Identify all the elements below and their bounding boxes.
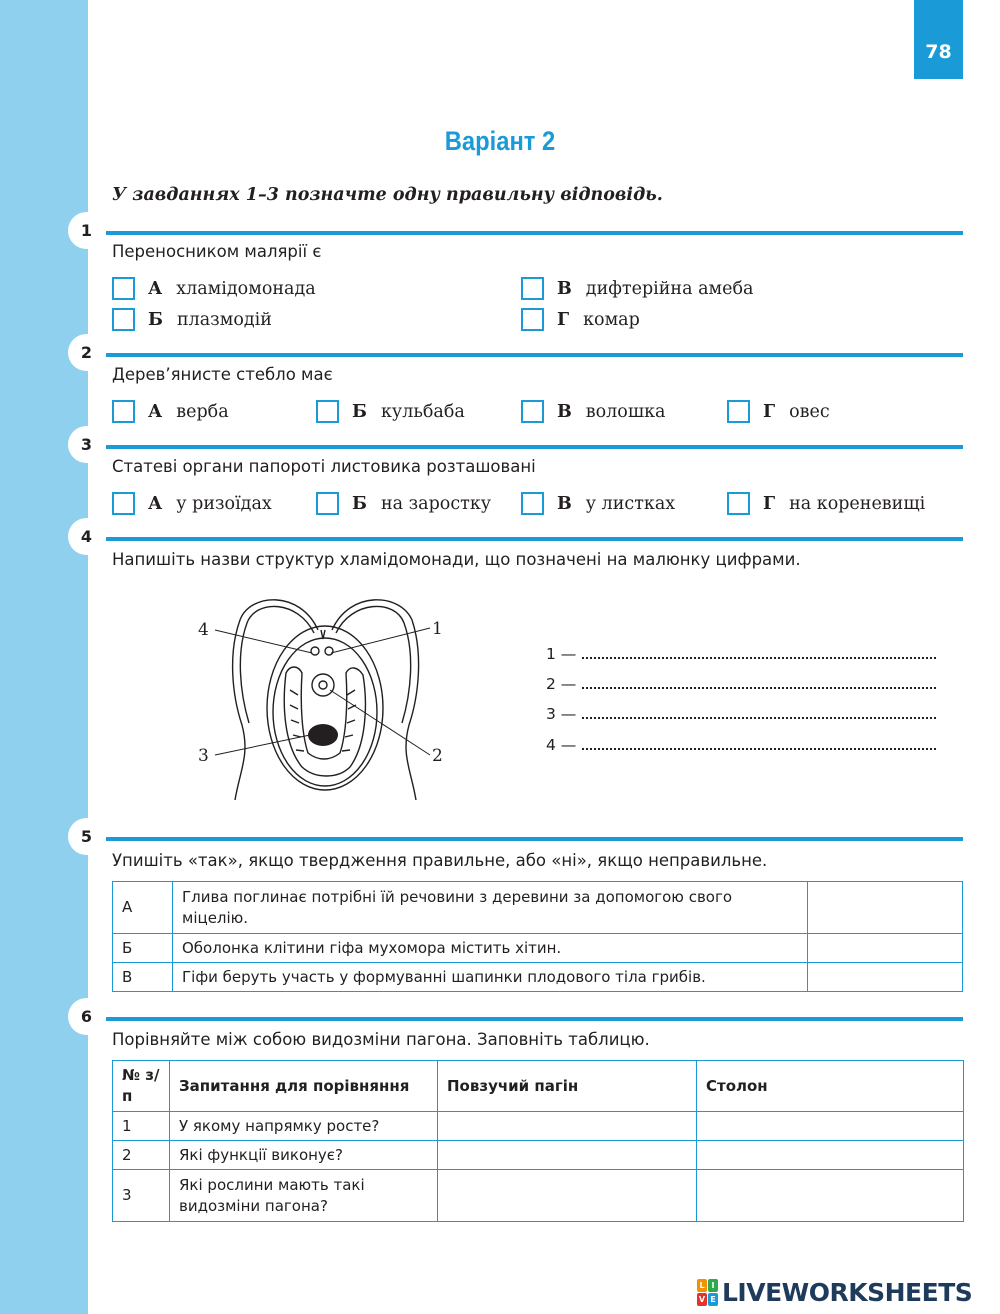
table-row: В Гіфи беруть участь у формуванні шапинки плодового тіла грибів. — [113, 963, 963, 992]
table-row: А Глива поглинає потрібні їй речовини з деревини за допомогою свого міцелію. — [113, 882, 963, 934]
figure-label-3: 3 — [198, 746, 209, 766]
checkbox[interactable] — [727, 400, 750, 423]
checkbox[interactable] — [112, 308, 135, 331]
q3-option-c[interactable]: В у листках — [521, 492, 675, 515]
checkbox[interactable] — [316, 400, 339, 423]
figure-label-1: 1 — [432, 619, 443, 639]
answer-field-4[interactable] — [582, 736, 936, 750]
liveworksheets-brand: L I V E LIVEWORKSHEETS — [698, 1278, 973, 1307]
checkbox[interactable] — [112, 277, 135, 300]
question-2-number: 2 — [68, 334, 105, 371]
vacuole-left — [311, 647, 319, 655]
answer-cell[interactable] — [438, 1170, 697, 1222]
instruction: У завданнях 1–3 позначте одну правильну відповідь. — [112, 185, 663, 205]
answer-cell-a[interactable] — [808, 882, 963, 934]
question-3-text: Статеві органи папороті листовика розташовані — [112, 457, 536, 476]
answer-field-3[interactable] — [582, 705, 936, 719]
statements-table — [112, 881, 963, 992]
checkbox[interactable] — [521, 308, 544, 331]
figure-label-2: 2 — [432, 746, 443, 766]
answer-line-2[interactable]: 2 — — [546, 675, 936, 693]
cell-membrane — [273, 638, 377, 786]
q3-option-b[interactable]: Б на заростку — [316, 492, 491, 515]
q3-option-a[interactable]: А у ризоїдах — [112, 492, 272, 515]
checkbox[interactable] — [521, 277, 544, 300]
question-1-text: Переносником малярії є — [112, 242, 322, 261]
q1-option-c[interactable]: В дифтерійна амеба — [521, 277, 753, 300]
answer-cell-b[interactable] — [808, 934, 963, 963]
table-row: 1 У якому напрямку росте? — [113, 1112, 964, 1141]
chlamydomonas-figure — [190, 595, 460, 805]
q2-option-b[interactable]: Б кульбаба — [316, 400, 465, 423]
question-1-number: 1 — [68, 212, 105, 249]
answer-line-4[interactable]: 4 — — [546, 736, 936, 754]
q1-option-b[interactable]: Б плазмодій — [112, 308, 272, 331]
figure-label-4: 4 — [198, 620, 209, 640]
question-6-text: Порівняйте між собою видозміни пагона. Заповніть таблицю. — [112, 1030, 650, 1049]
checkbox[interactable] — [112, 492, 135, 515]
question-5-number: 5 — [68, 818, 105, 855]
question-4-number: 4 — [68, 518, 105, 555]
answer-cell[interactable] — [697, 1112, 964, 1141]
checkbox[interactable] — [521, 400, 544, 423]
side-bar — [0, 0, 88, 1314]
answer-field-1[interactable] — [582, 645, 936, 659]
table-row: Б Оболонка клітини гіфа мухомора містить хітин. — [113, 934, 963, 963]
question-2-divider — [106, 353, 963, 357]
question-5-divider — [106, 837, 963, 841]
pyrenoid — [308, 724, 338, 746]
question-5-text: Упишіть «так», якщо твердження правильне, або «ні», якщо неправильне. — [112, 851, 768, 870]
answer-cell[interactable] — [438, 1112, 697, 1141]
q2-option-d[interactable]: Г овес — [727, 400, 830, 423]
question-3-number: 3 — [68, 426, 105, 463]
question-1-divider — [106, 231, 963, 235]
question-3-divider — [106, 445, 963, 449]
variant-title: Варіант 2 — [444, 126, 556, 156]
question-6-number: 6 — [68, 998, 105, 1035]
checkbox[interactable] — [316, 492, 339, 515]
answer-line-3[interactable]: 3 — — [546, 705, 936, 723]
q2-option-a[interactable]: А верба — [112, 400, 229, 423]
checkbox[interactable] — [112, 400, 135, 423]
comparison-table — [112, 1060, 964, 1222]
table-row: 2 Які функції виконує? — [113, 1141, 964, 1170]
table-row: 3 Які рослини мають такі видозміни пагона? — [113, 1170, 964, 1222]
checkbox[interactable] — [727, 492, 750, 515]
answer-line-1[interactable]: 1 — — [546, 645, 936, 663]
table-header-row: № з/п Запитання для порівняння Повзучий пагін Столон — [113, 1061, 964, 1112]
vacuole-right — [325, 647, 333, 655]
q2-option-c[interactable]: В волошка — [521, 400, 665, 423]
page-number: 78 — [914, 0, 963, 79]
nucleus — [312, 674, 334, 696]
q1-option-a[interactable]: А хламідомонада — [112, 277, 316, 300]
q1-option-d[interactable]: Г комар — [521, 308, 640, 331]
q3-option-d[interactable]: Г на кореневищі — [727, 492, 925, 515]
answer-field-2[interactable] — [582, 675, 936, 689]
question-4-text: Напишіть назви структур хламідомонади, що позначені на малюнку цифрами. — [112, 550, 801, 569]
answer-cell[interactable] — [697, 1170, 964, 1222]
checkbox[interactable] — [521, 492, 544, 515]
question-6-divider — [106, 1017, 963, 1021]
question-4-divider — [106, 537, 963, 541]
answer-cell[interactable] — [697, 1141, 964, 1170]
question-2-text: Дерев’янисте стебло має — [112, 365, 333, 384]
liveworksheets-logo-icon: L I V E — [697, 1279, 719, 1307]
answer-cell-c[interactable] — [808, 963, 963, 992]
flagellum-left-inner — [240, 606, 314, 723]
answer-cell[interactable] — [438, 1141, 697, 1170]
